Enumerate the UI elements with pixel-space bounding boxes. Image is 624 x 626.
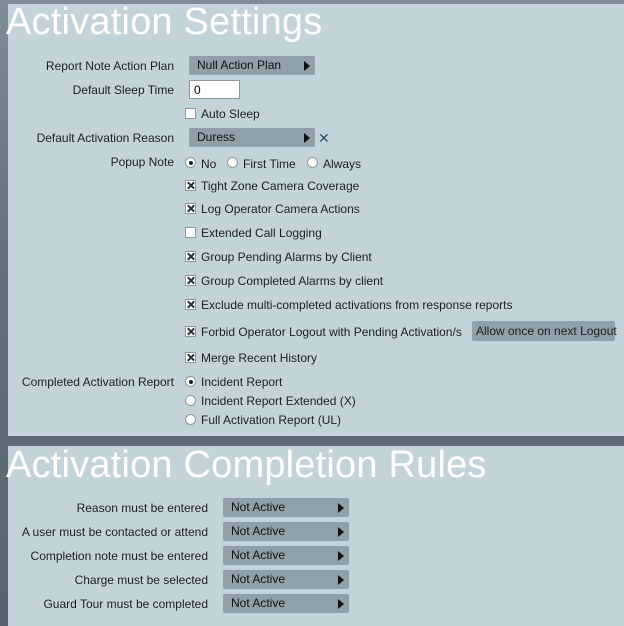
- rule-reason-label: Reason must be entered: [76, 501, 208, 515]
- report-note-action-plan-label: Report Note Action Plan: [45, 59, 174, 73]
- rule-charge-dropdown[interactable]: [223, 570, 349, 589]
- dropdown-arrow-icon: [338, 575, 344, 585]
- forbid-operator-logout-label: Forbid Operator Logout with Pending Activation/s: [201, 325, 462, 339]
- rule-reason-dropdown[interactable]: [223, 498, 349, 517]
- tight-zone-camera-coverage-label: Tight Zone Camera Coverage: [201, 179, 360, 193]
- incident-report-label: Incident Report: [201, 375, 283, 389]
- default-activation-reason-value: Duress: [197, 130, 236, 144]
- popup-note-label: Popup Note: [110, 155, 174, 169]
- completed-activation-report-label: Completed Activation Report: [21, 375, 174, 389]
- incident-report-extended-label: Incident Report Extended (X): [201, 394, 356, 408]
- full-activation-report-radio[interactable]: [185, 414, 196, 425]
- activation-settings-title: Activation Settings: [6, 1, 323, 43]
- activation-settings-panel: [6, 1, 624, 436]
- rule-completion-note-dropdown[interactable]: [223, 546, 349, 565]
- group-pending-alarms-label: Group Pending Alarms by Client: [201, 250, 372, 264]
- popup-note-first-time-label: First Time: [243, 157, 296, 171]
- rule-charge-label: Charge must be selected: [74, 573, 208, 587]
- tight-zone-camera-coverage-checkbox[interactable]: [185, 180, 196, 191]
- report-note-action-plan-value: Null Action Plan: [197, 58, 282, 72]
- rule-charge-value: Not Active: [231, 572, 286, 586]
- dropdown-arrow-icon: [338, 599, 344, 609]
- dropdown-arrow-icon: [304, 61, 310, 71]
- dropdown-arrow-icon: [338, 503, 344, 513]
- activation-completion-rules-panel: [8, 446, 624, 626]
- report-note-action-plan-dropdown[interactable]: [189, 56, 315, 75]
- exclude-multi-completed-label: Exclude multi-completed activations from response reports: [201, 298, 513, 312]
- rule-completion-note-label: Completion note must be entered: [30, 549, 208, 563]
- default-sleep-time-label: Default Sleep Time: [72, 83, 174, 97]
- rule-guard-tour-dropdown[interactable]: [223, 594, 349, 613]
- default-sleep-time-input[interactable]: [189, 80, 240, 99]
- group-pending-alarms-checkbox[interactable]: [185, 251, 196, 262]
- rule-guard-tour-value: Not Active: [231, 596, 286, 610]
- merge-recent-history-checkbox[interactable]: [185, 352, 196, 363]
- auto-sleep-label: Auto Sleep: [201, 107, 260, 121]
- popup-note-first-time-radio[interactable]: [227, 157, 238, 168]
- rule-user-contacted-label: A user must be contacted or attend: [21, 525, 208, 539]
- rule-reason-value: Not Active: [231, 500, 286, 514]
- dropdown-arrow-icon: [338, 551, 344, 561]
- group-completed-alarms-checkbox[interactable]: [185, 275, 196, 286]
- forbid-operator-logout-checkbox[interactable]: [185, 326, 196, 337]
- dropdown-arrow-icon: [304, 133, 310, 143]
- auto-sleep-checkbox[interactable]: [185, 108, 196, 119]
- allow-once-on-next-logout-button[interactable]: Allow once on next Logout: [472, 321, 615, 341]
- popup-note-no-label: No: [201, 157, 217, 171]
- extended-call-logging-checkbox[interactable]: [185, 227, 196, 238]
- exclude-multi-completed-checkbox[interactable]: [185, 299, 196, 310]
- rule-user-contacted-dropdown[interactable]: [223, 522, 349, 541]
- rule-completion-note-value: Not Active: [231, 548, 286, 562]
- log-operator-camera-actions-label: Log Operator Camera Actions: [201, 202, 360, 216]
- group-completed-alarms-label: Group Completed Alarms by client: [201, 274, 384, 288]
- rule-guard-tour-label: Guard Tour must be completed: [43, 597, 208, 611]
- popup-note-always-radio[interactable]: [307, 157, 318, 168]
- rule-user-contacted-value: Not Active: [231, 524, 286, 538]
- incident-report-radio[interactable]: [185, 376, 196, 387]
- default-activation-reason-dropdown[interactable]: [189, 128, 315, 147]
- full-activation-report-label: Full Activation Report (UL): [201, 413, 342, 427]
- extended-call-logging-label: Extended Call Logging: [201, 226, 322, 240]
- default-activation-reason-label: Default Activation Reason: [36, 131, 174, 145]
- dropdown-arrow-icon: [338, 527, 344, 537]
- log-operator-camera-actions-checkbox[interactable]: [185, 203, 196, 214]
- merge-recent-history-label: Merge Recent History: [201, 351, 318, 365]
- popup-note-no-radio[interactable]: [185, 157, 196, 168]
- activation-completion-rules-title: Activation Completion Rules: [6, 444, 487, 486]
- clear-reason-icon[interactable]: ✕: [318, 130, 330, 146]
- popup-note-always-label: Always: [323, 157, 362, 171]
- incident-report-extended-radio[interactable]: [185, 395, 196, 406]
